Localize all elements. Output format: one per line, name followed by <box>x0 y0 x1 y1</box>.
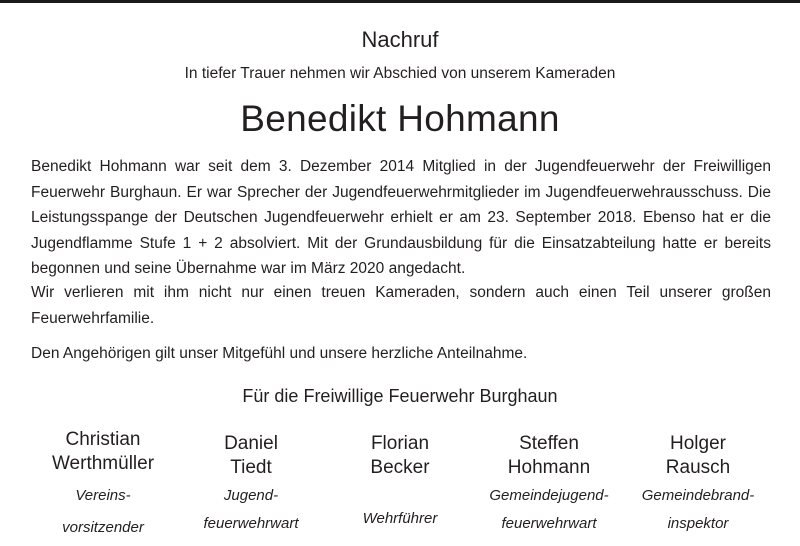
deceased-name: Benedikt Hohmann <box>240 98 560 139</box>
paragraph-biography: Benedikt Hohmann war seit dem 3. Dezember 2014 Mitglied in der Jugendfeuerwehr der Freiwilligen Feuerwehr Burghaun. Er war Sprecher der Jugendfeuerwehrmitglieder im Jugendfeuerwehrausschuss. Die Leistungsspange der Deutschen Jugendfeuerwehr erhielt er am 23. September 2018. Ebenso hat er die Jugendflamme Stufe 1 + 2 absolviert. Mit der Grundausbildung für die Einsatzabteilung hatte er bereits begonnen und seine Übernahme war im März 2020 angedacht. <box>31 158 771 277</box>
signatory-last-name: Tiedt <box>230 456 272 478</box>
organization-line: Für die Freiwillige Feuerwehr Burghaun <box>242 386 558 406</box>
signatory-first-name: Christian <box>65 429 141 450</box>
signatory-role-line-2: vorsitzender <box>62 519 144 536</box>
signatory-rausch <box>623 432 773 535</box>
signatory-last-name: Becker <box>370 456 430 478</box>
intro-line: In tiefer Trauer nehmen wir Abschied von unserem Kameraden <box>184 65 616 82</box>
signatory-role-line-1: Gemeindebrand- <box>641 487 755 504</box>
obituary-heading: Nachruf <box>361 27 439 52</box>
signatory-role-line-2: feuerwehrwart <box>203 515 299 532</box>
signatory-becker <box>325 432 475 530</box>
top-border <box>0 0 800 3</box>
signatory-first-name: Florian <box>370 433 430 454</box>
signatory-last-name: Werthmüller <box>51 452 155 474</box>
signatory-last-name: Hohmann <box>507 456 591 478</box>
signatory-last-name: Rausch <box>665 456 731 478</box>
signatory-role-line-2: inspektor <box>667 515 729 532</box>
signatory-first-name: Daniel <box>224 433 278 454</box>
paragraph-condolence: Den Angehörigen gilt unser Mitgefühl und unsere herzliche Anteilnahme. <box>31 345 528 362</box>
signatory-role-line-1: Vereins- <box>75 487 131 504</box>
signatory-werthmueller <box>28 428 178 539</box>
signatory-role-line-2: Wehrführer <box>362 510 438 527</box>
signatory-role-line-1: Jugend- <box>223 487 279 504</box>
signatory-first-name: Holger <box>670 433 726 454</box>
signatory-role-line-2: feuerwehrwart <box>501 515 597 532</box>
signatory-hohmann <box>474 432 624 535</box>
signatory-role-line-1: Gemeindejugend- <box>489 487 609 504</box>
paragraph-loss: Wir verlieren mit ihm nicht nur einen treuen Kameraden, sondern auch einen Teil unserer großen Feuerwehrfamilie. <box>31 284 771 327</box>
signatory-tiedt <box>176 432 326 535</box>
signatory-first-name: Steffen <box>519 433 579 454</box>
